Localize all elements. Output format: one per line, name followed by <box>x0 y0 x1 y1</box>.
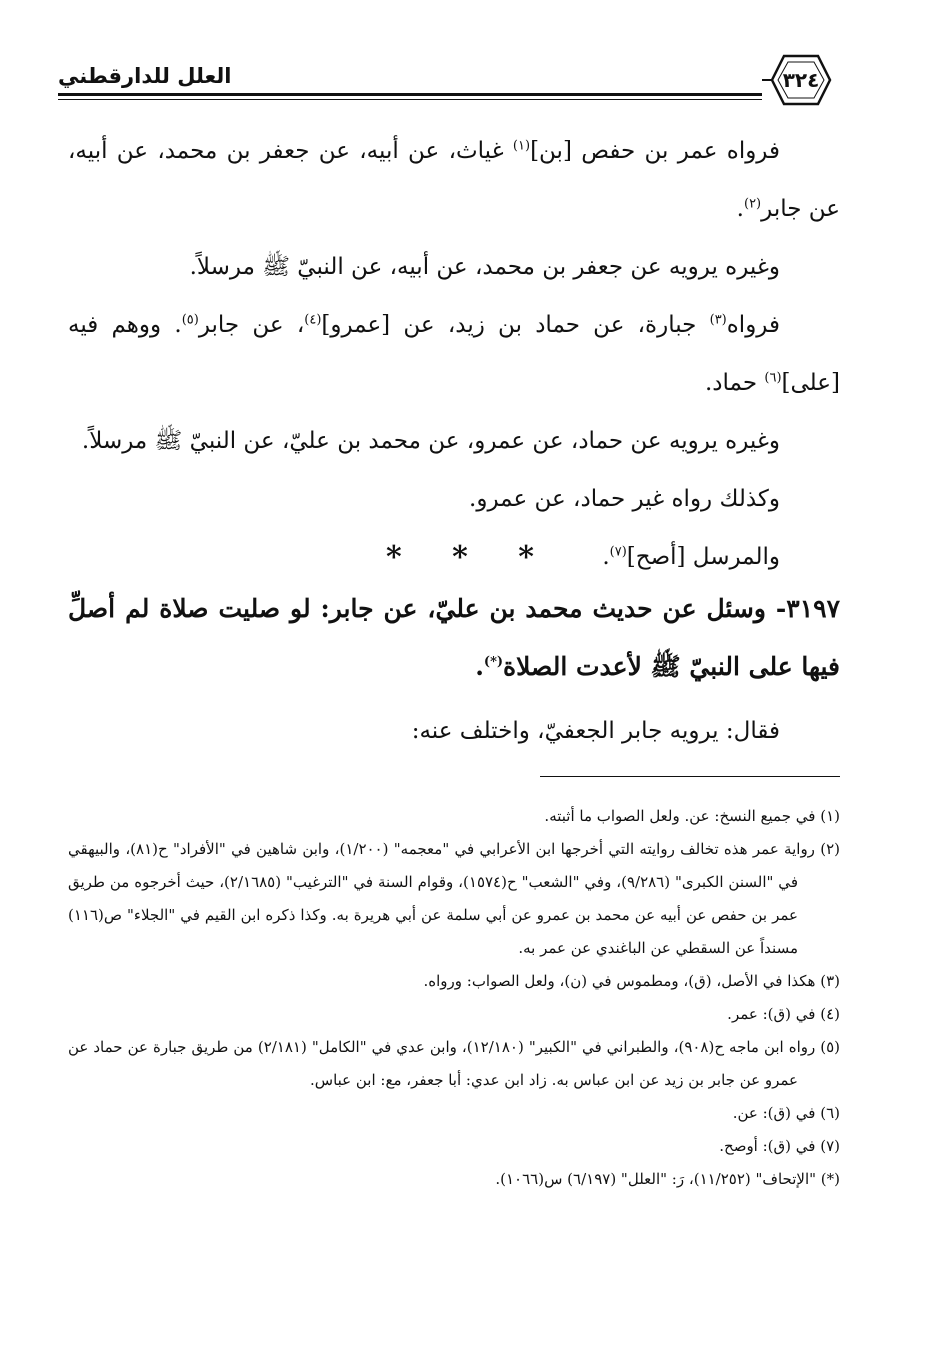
footnote-7: (٧) في (ق): أوصح. <box>719 1137 840 1155</box>
entry-heading <box>68 580 840 696</box>
paragraph-3 <box>68 296 840 412</box>
footnote-ref-6: (٦) <box>764 370 782 386</box>
header-rule-thin <box>58 99 762 100</box>
footnote-star: (*) "الإتحاف" (١١/٢٥٢)، رَ: "العلل" (٦/١٩٧) س(١٠٦٦). <box>495 1170 840 1188</box>
page-number: ٣٢٤ <box>782 68 820 92</box>
footnote-6: (٦) في (ق): عن. <box>732 1104 840 1122</box>
heading-text: ٣١٩٧- وسئل عن حديث محمد بن عليّ، عن جابر: لو صليت صلاة لم أصلِّ فيها على النبيّ ﷺ لأعدت الصلاة <box>68 594 840 681</box>
text-run: فرواه <box>726 312 780 338</box>
footnote-ref-2: (٢) <box>743 196 762 212</box>
footnote-1: (١) في جميع النسخ: عن. ولعل الصواب ما أثبته. <box>544 807 840 825</box>
footnote-2: (٢) رواية عمر هذه تخالف روايته التي أخرجها ابن الأعرابي في "معجمه" (١/٢٠٠)، وابن شاهين في "الأفراد" ح(٨١)، والبيهقي في "السنن الكبرى" (٩/٢٨٦)، وفي "الشعب" ح(١٥٧٤)، وقوام السنة في "الترغيب" (٢/١٦٨٥)، حيث أخرجوه من طريق عمر بن حفص عن أبيه عن محمد بن عمرو عن أبي سلمة عن أبي هريرة به. وكذا ذكره ابن القيم في "الجلاء" ص(١١٦) مسنداً عن السقطي عن الباغندي عن عمر به. <box>68 840 840 957</box>
footnotes <box>68 800 840 1196</box>
footnote-ref-star: (*) <box>483 654 504 670</box>
footnote-ref-1: (١) <box>512 138 531 154</box>
book-title: العلل للدارقطني <box>58 64 232 88</box>
footnote-divider <box>540 776 840 777</box>
text-run: . <box>475 652 484 681</box>
footnote-ref-5: (٥) <box>181 312 199 328</box>
footnote-5: (٥) رواه ابن ماجه ح(٩٠٨)، والطبراني في "الكبير" (١٢/١٨٠)، وابن عدي في "الكامل" (٢/١٨١) من طريق جبارة عن حماد عن عمرو عن جابر بن زيد عن ابن عباس به. زاد ابن عدي: أبا جعفر، مع: ابن عباس. <box>68 1038 841 1089</box>
text-run: . <box>736 196 744 222</box>
header-rule-thick <box>58 93 762 96</box>
text-run: . <box>602 544 610 570</box>
footnote-ref-7: (٧) <box>609 544 627 560</box>
text-run: فرواه عمر بن حفص [بن] <box>530 138 780 164</box>
paragraph-1 <box>68 122 840 238</box>
text-run: . ووهم فيه [على] <box>68 312 840 396</box>
footnote-ref-4: (٤) <box>304 312 322 328</box>
footnote-ref-3: (٣) <box>709 312 727 328</box>
text-run: ، عن جابر <box>198 312 305 338</box>
paragraph-4: وغيره يرويه عن حماد، عن عمرو، عن محمد بن عليّ، عن النبيّ ﷺ مرسلاً. <box>81 428 780 454</box>
footnote-4: (٤) في (ق): عمر. <box>727 1005 840 1023</box>
page-header <box>58 50 840 110</box>
intro-text: فقال: يرويه جابر الجعفيّ، واختلف عنه: <box>411 718 780 744</box>
text-run: والمرسل [أصح] <box>626 544 780 570</box>
section-separator: * * * <box>386 540 534 575</box>
entry-intro <box>68 702 840 760</box>
paragraph-2: وغيره يرويه عن جعفر بن محمد، عن أبيه، عن النبيّ ﷺ مرسلاً. <box>189 254 780 280</box>
footnote-3: (٣) هكذا في الأصل، (ق)، ومطموس في (ن)، ولعل الصواب: ورواه. <box>423 972 840 990</box>
main-text <box>68 122 840 586</box>
text-run: غياث، عن أبيه، عن جعفر بن محمد، عن أبيه، عن جابر <box>68 138 840 222</box>
text-run: جبارة، عن حماد بن زيد، عن [عمرو] <box>321 312 710 338</box>
page-number-badge <box>762 50 840 110</box>
text-run: حماد. <box>705 370 765 396</box>
paragraph-5: وكذلك رواه غير حماد، عن عمرو. <box>469 486 780 512</box>
